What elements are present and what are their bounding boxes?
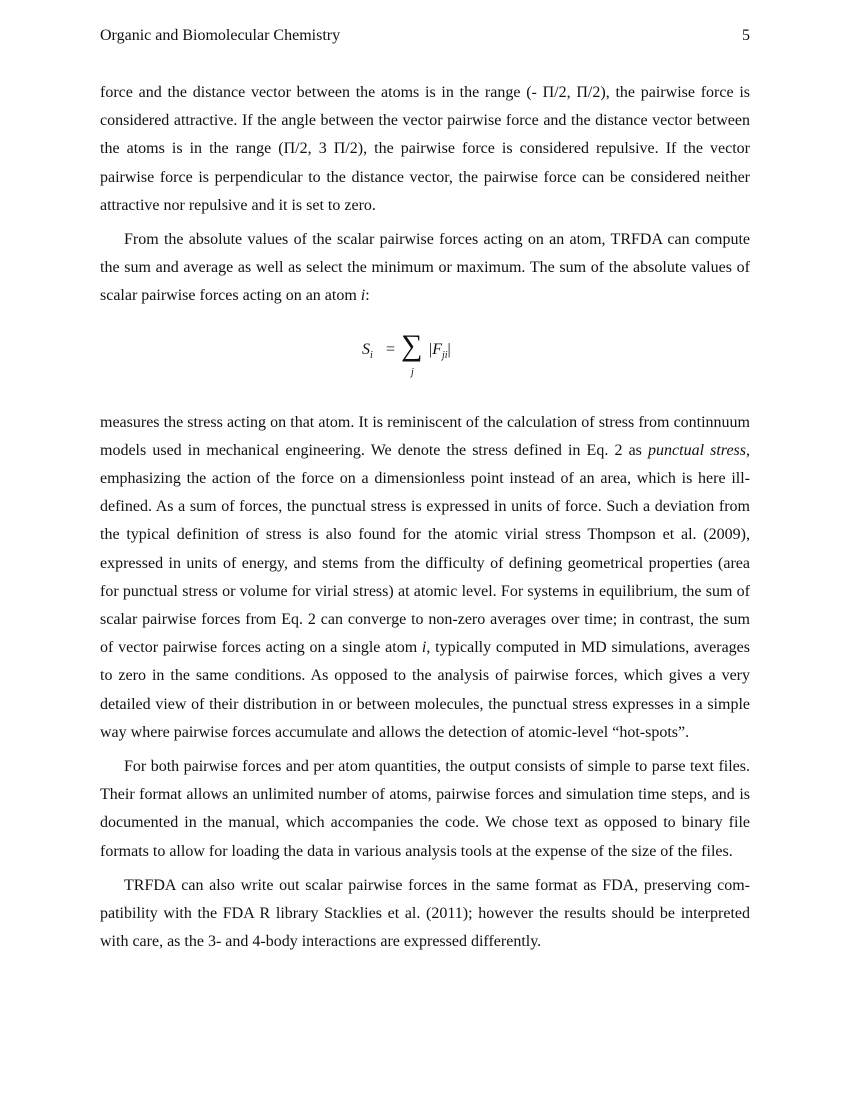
paragraph-1: force and the distance vector between the atoms is in the range (- Π/2, Π/2), the pairwise force is considered attractive. If the angle between the vector pairwise force and the distance vector between the atoms is in the range (Π/2, 3 Π/2), the pairwise force is considered repulsive. If the vector pairwise force is perpendicular to the distance vector, the pairwise force can be considered neither attractive nor repulsive and it is set to zero. <box>100 84 750 214</box>
force-subscript: ji <box>441 349 448 361</box>
paragraph-2-text: From the absolute values of the scalar pairwise forces acting on an atom, TRFDA can compute the sum and average as well as select the minimum or maximum. The sum of the absolute values of scalar pairwise forces acting on an atom <box>100 231 750 305</box>
abs-close: | <box>447 340 451 358</box>
stress-subscript: i <box>370 349 373 361</box>
journal-title: Organic and Biomolecular Chemistry <box>100 27 341 44</box>
paragraph-3 <box>100 409 750 747</box>
abs-open: | <box>429 340 433 358</box>
equation-stress-sum <box>100 321 750 399</box>
summation-symbol: ∑ <box>401 328 423 362</box>
equals-sign: = <box>386 340 396 358</box>
stress-symbol: S <box>362 340 370 358</box>
punctual-stress-term: punctual stress <box>648 441 746 459</box>
running-header <box>100 26 750 46</box>
paragraph-2 <box>100 226 750 311</box>
paragraph-3-part-a: measures the stress acting on that atom. It is reminiscent of the calculation of stress from continnuum models used in mechanical engineering. We denote the stress defined in Eq. 2 as <box>100 413 750 459</box>
atom-variable: i <box>360 287 366 305</box>
atom-variable-2: i <box>421 639 427 657</box>
equation-lhs <box>362 341 373 361</box>
paragraph-5: TRFDA can also write out scalar pairwise forces in the same format as FDA, preserving compatibility with the FDA R library Stacklies et al. (2011); however the results should be interpreted with care, as the 3- and 4-body interactions are expressed differently. <box>100 876 750 951</box>
equation-body <box>362 327 502 387</box>
paragraph-3-part-b: , emphasizing the action of the force on a dimensionless point instead of an area, which is here ill-defined. As a sum of forces, the punctual stress is expressed in units of force. Such a deviation from the typical definition of stress is also found for the atomic virial stress Thompson et al. (2009), expressed in units of energy, and stems from the difficulty of defining geometrical properties (area for punctual stress or volume for virial stress) at atomic level. For systems in equilibrium, the sum of scalar pairwise forces from Eq. 2 can converge to non-zero averages over time; in contrast, the sum of vector pairwise forces acting on a single atom <box>100 441 750 657</box>
body-text <box>100 79 750 956</box>
paragraph-2-end: : <box>365 287 370 305</box>
paragraph-3-part-c: , typically computed in MD simulations, averages to zero in the same conditions. As opposed to the analysis of pairwise forces, which gives a very detailed view of their distribution in or between molecules, the punctual stress expresses in a simple way where pairwise forces accumulate and allows the detection of atomic-level “hot-spots”. <box>100 639 751 741</box>
page-number: 5 <box>742 27 750 44</box>
paragraph-4: For both pairwise forces and per atom quantities, the output consists of simple to parse text files. Their format allows an unlimited number of atoms, pairwise forces and simulation time steps, and is documented in the manual, which accompanies the code. We chose text as opposed to binary file formats to allow for loading the data in various analysis tools at the expense of the size of the files. <box>100 758 750 860</box>
force-symbol: F <box>432 340 442 358</box>
summation-index: j <box>411 366 414 378</box>
absolute-force-term <box>429 341 451 361</box>
